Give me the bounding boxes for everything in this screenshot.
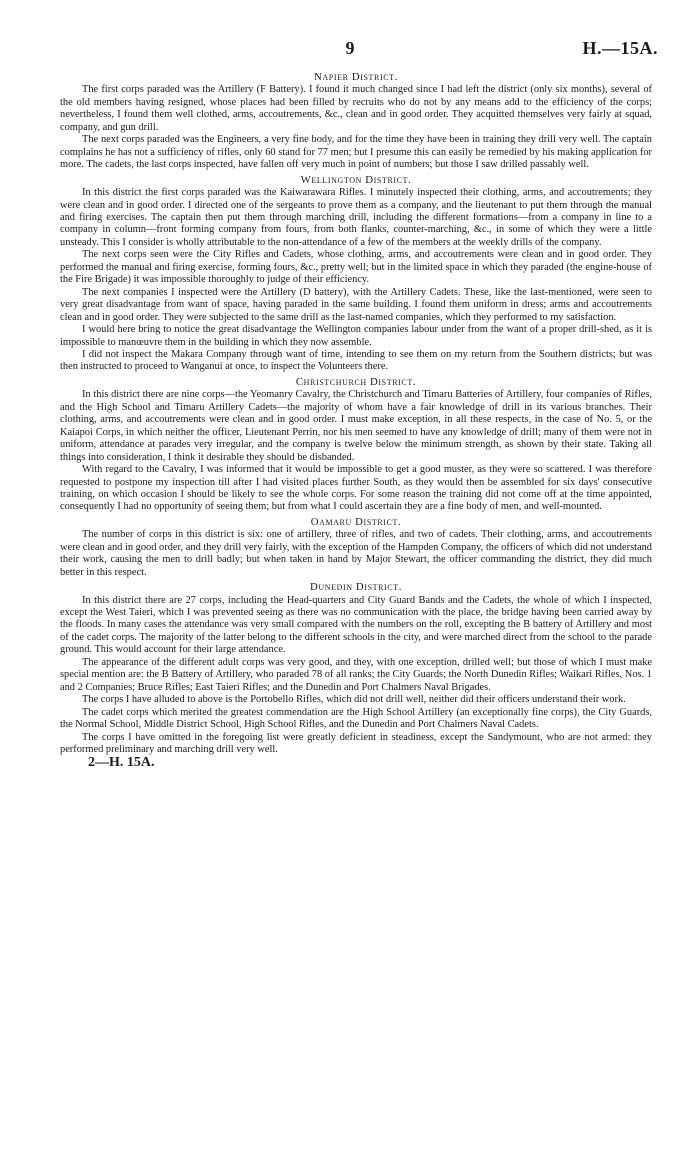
paragraph: The first corps paraded was the Artillery (F Battery). I found it much changed since I had left the district (only six months), several of the old members having resigned, whose places had been filled by recruits who do not by any means add to the efficiency of the corps; nevertheless, I found them well clothed, arms, accoutrements, &c., clean and in good order. They acquitted themselves very fairly at squad, company, and gun drill. [60, 84, 652, 133]
page-number: 9 [345, 38, 355, 58]
paragraph: The next companies I inspected were the Artillery (D battery), with the Artillery Cadets. These, like the last-mentioned, were seen to very great disadvantage from want of space, having paraded in the same building. I found them uniform in dress; arms and accoutrements clean and in good order. They were subjected to the same drill as the last-named companies, which they performed to my satisfaction. [60, 286, 652, 323]
section-heading: Christchurch District. [295, 375, 417, 388]
section-oamaru [60, 516, 652, 579]
section-dunedin [60, 581, 652, 756]
document-body [60, 69, 652, 770]
section-heading: Wellington District. [300, 173, 412, 186]
paragraph: The next corps seen were the City Rifles and Cadets, whose clothing, arms, and accoutrements were clean and in good order. They performed the manual and firing exercise, forming fours, &c., pretty well; but in the limited space in which they paraded (the engine-house of the Fire Brigade) it was impossible thoroughly to judge of their efficiency. [60, 249, 652, 286]
paragraph: I would here bring to notice the great disadvantage the Wellington companies labour under from the want of a proper drill-shed, as it is impossible to manœuvre them in the building in which they now assemble. [60, 324, 652, 348]
section-heading: Oamaru District. [310, 515, 402, 528]
paragraph: With regard to the Cavalry, I was informed that it would be impossible to get a good muster, as they were so scattered. I was therefore requested to postpone my inspection till after I had visited places further South, as they would then be assembled for six days' consecutive training, on which occasion I should be likely to see the whole corps. For some reason the training did not come off at the time appointed, consequently I had no opportunity of seeing them; but from what I could ascertain they are a fine body of men, and well-mounted. [60, 464, 652, 513]
section-heading: Dunedin District. [309, 581, 403, 594]
paragraph: In this district there are 27 corps, including the Head-quarters and City Guard Bands and the Cadets, the whole of which I inspected, except the West Taieri, which I was prevented seeing as there was no communication with the place, the bridge having been carried away by the floods. In many cases the attendance was very small compared with the numbers on the roll, excepting the B battery of Artillery and most of the cadet corps. The majority of the latter belong to the different schools in the city, and were marched direct from the school to the parade ground. This would account for their large attendance. [60, 594, 652, 656]
paragraph: In this district there are nine corps—the Yeomanry Cavalry, the Christchurch and Timaru Batteries of Artillery, four companies of Rifles, and the High School and Timaru Artillery Cadets—the majority of whom have a fair knowledge of drill in its various branches. Their clothing, arms, and accoutrements were clean and in good order. I must make exception, in all these respects, in the case of No. 5, or the Kaiapoi Corps, in which neither the officer, Lieutenant Perrin, nor his men seemed to have any knowledge of drill; many of them were not in uniform, attendance at parades very irregular, and the company is twelve below the minimum strength, as shown by their state. Taking all things into consideration, I think it desirable they should be disbanded. [60, 389, 652, 463]
paragraph: I did not inspect the Makara Company through want of time, intending to see them on my return from the Southern districts; but was then instructed to proceed to Wanganui at once, to inspect the Volunteers there. [60, 348, 652, 373]
section-heading: Napier District. [314, 71, 398, 83]
paragraph: In this district the first corps paraded was the Kaiwarawara Rifles. I minutely inspected their clothing, arms, and accoutrements; they were clean and in good order. I directed one of the sergeants to prove them as a company, and the lieutenant to put them through the manual and firing exercises. The captain then put them through marching drill, including the different formations—from a company in line to a company in column—front forming company from fours, from both flanks, counter-marching, &c., in some of which they were a little unsteady. This I consider is wholly attributable to the non-attendance of a few of the members at the weekly drills of the company. [60, 187, 652, 248]
document-reference: H.—15A. [582, 38, 658, 58]
paragraph: The cadet corps which merited the greatest commendation are the High School Artillery (an exceptionally fine corps), the City Guards, the Normal School, Middle District School, High School Rifles, and the Dunedin and Port Chalmers Naval Cadets. [60, 706, 652, 731]
paragraph: The corps I have alluded to above is the Portobello Rifles, which did not drill well, neither did their officers understand their work. [82, 694, 626, 706]
section-napier [60, 71, 652, 172]
paragraph: The corps I have omitted in the foregoing list were greatly deficient in steadiness, except the Sandymount, who are not armed: they performed preliminary and marching drill very well. [60, 731, 652, 756]
footer-reference: 2—H. 15A. [88, 755, 155, 771]
paragraph: The next corps paraded was the Engineers, a very fine body, and for the time they have been in training they drill very well. The captain complains he has not a sufficiency of rifles, only 60 stand for 77 men; but I presume this can easily be remedied by his making application for more. The cadets, the last corps inspected, have fallen off very much in point of numbers; but those I saw drilled passably well. [60, 134, 652, 171]
section-christchurch [60, 376, 652, 514]
paragraph: The number of corps in this district is six: one of artillery, three of rifles, and two of cadets. Their clothing, arms, and accoutrements were clean and in good order, and they drill very fairly, with the exception of the Hampden Company, the officers of which did not understand their work, causing the men to drill badly; but when taken in hand by Major Stewart, the officer commanding the district, they did much better in this respect. [60, 529, 652, 578]
section-wellington [60, 174, 652, 374]
paragraph: The appearance of the different adult corps was very good, and they, with one exception, drilled well; but those of which I must make special mention are: the B Battery of Artillery, who paraded 78 of all ranks; the City Guards; the North Dunedin Rifles; Waikari Rifles, Nos. 1 and 2 Companies; Bruce Rifles; East Taieri Rifles; and the Dunedin and Port Chalmers Naval Brigades. [60, 656, 652, 693]
